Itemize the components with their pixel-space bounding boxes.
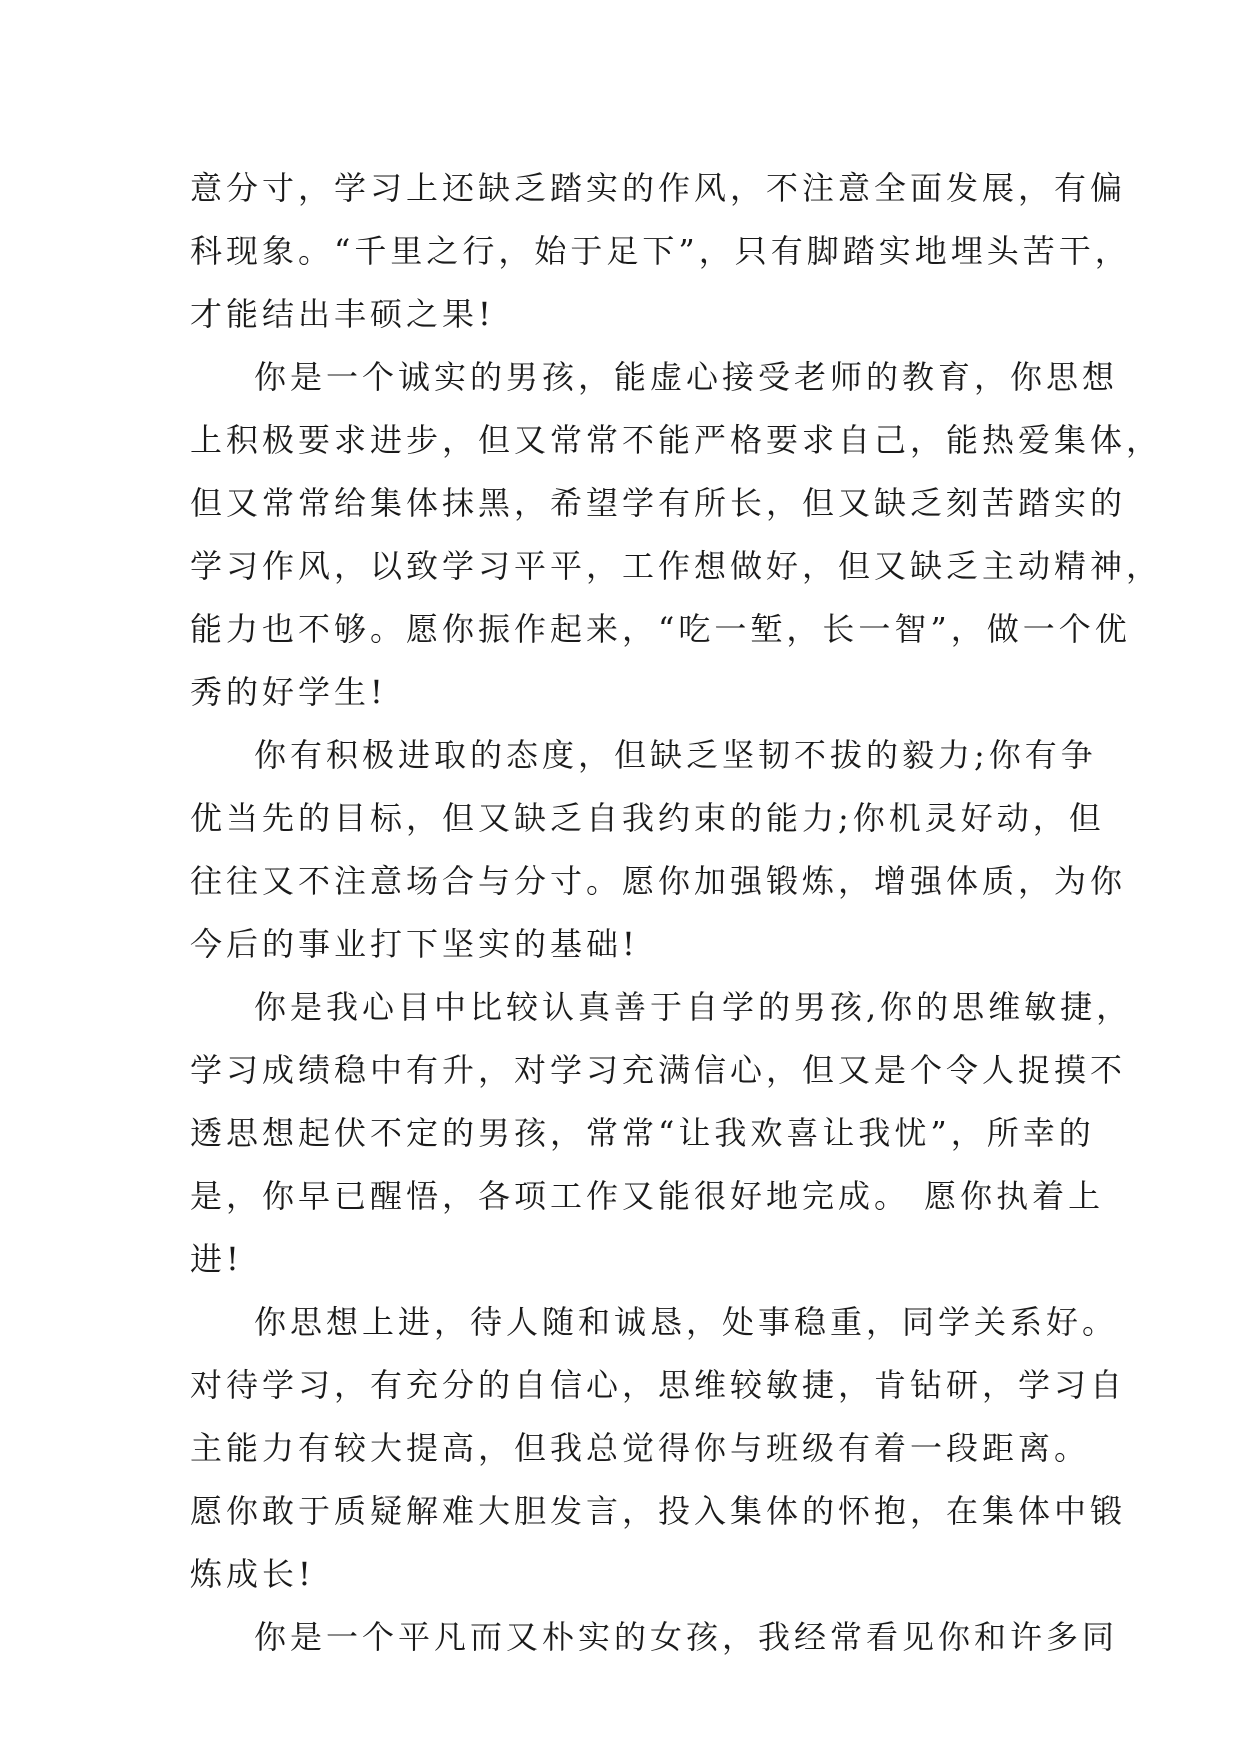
text-line: 是，你早已醒悟，各项工作又能很好地完成。 愿你执着上	[190, 1177, 1105, 1215]
text-line: 意分寸，学习上还缺乏踏实的作风，不注意全面发展，有偏	[190, 169, 1127, 207]
paragraph	[190, 1606, 1119, 1669]
text-line: 对待学习，有充分的自信心，思维较敏捷，肯钻研，学习自	[190, 1366, 1127, 1404]
paragraph	[190, 724, 1127, 976]
paragraph	[190, 1291, 1127, 1606]
text-line: 炼成长!	[190, 1555, 315, 1593]
text-line: 你是一个诚实的男孩，能虚心接受老师的教育，你思想	[254, 358, 1119, 396]
text-line: 往往又不注意场合与分寸。愿你加强锻炼，增强体质，为你	[190, 862, 1127, 900]
paragraph	[190, 346, 1163, 724]
paragraph	[190, 976, 1133, 1291]
document-body	[190, 157, 1163, 1669]
text-line: 但又常常给集体抹黑，希望学有所长，但又缺乏刻苦踏实的	[190, 484, 1127, 522]
paragraph	[190, 157, 1131, 346]
text-line: 你有积极进取的态度，但缺乏坚韧不拔的毅力;你有争	[254, 736, 1097, 774]
text-line: 透思想起伏不定的男孩，常常“让我欢喜让我忧”，所幸的	[190, 1114, 1095, 1152]
text-line: 秀的好学生!	[190, 673, 387, 711]
text-line: 学习成绩稳中有升，对学习充满信心，但又是个令人捉摸不	[190, 1051, 1127, 1089]
text-line: 你思想上进，待人随和诚恳，处事稳重，同学关系好。	[254, 1303, 1119, 1341]
text-line: 今后的事业打下坚实的基础!	[190, 925, 639, 963]
text-line: 能力也不够。愿你振作起来，“吃一堑，长一智”，做一个优	[190, 610, 1131, 648]
text-line: 科现象。“千里之行，始于足下”，只有脚踏实地埋头苦干，	[190, 232, 1131, 270]
text-line: 上积极要求进步，但又常常不能严格要求自己，能热爱集体，	[190, 421, 1163, 459]
text-line: 愿你敢于质疑解难大胆发言，投入集体的怀抱，在集体中锻	[190, 1492, 1127, 1530]
text-line: 学习作风，以致学习平平，工作想做好，但又缺乏主动精神，	[190, 547, 1163, 585]
text-line: 优当先的目标，但又缺乏自我约束的能力;你机灵好动，但	[190, 799, 1105, 837]
text-line: 进!	[190, 1240, 243, 1278]
text-line: 你是我心目中比较认真善于自学的男孩,你的思维敏捷，	[254, 988, 1133, 1026]
text-line: 才能结出丰硕之果!	[190, 295, 495, 333]
text-line: 主能力有较大提高，但我总觉得你与班级有着一段距离。	[190, 1429, 1091, 1467]
text-line: 你是一个平凡而又朴实的女孩，我经常看见你和许多同	[254, 1618, 1119, 1656]
